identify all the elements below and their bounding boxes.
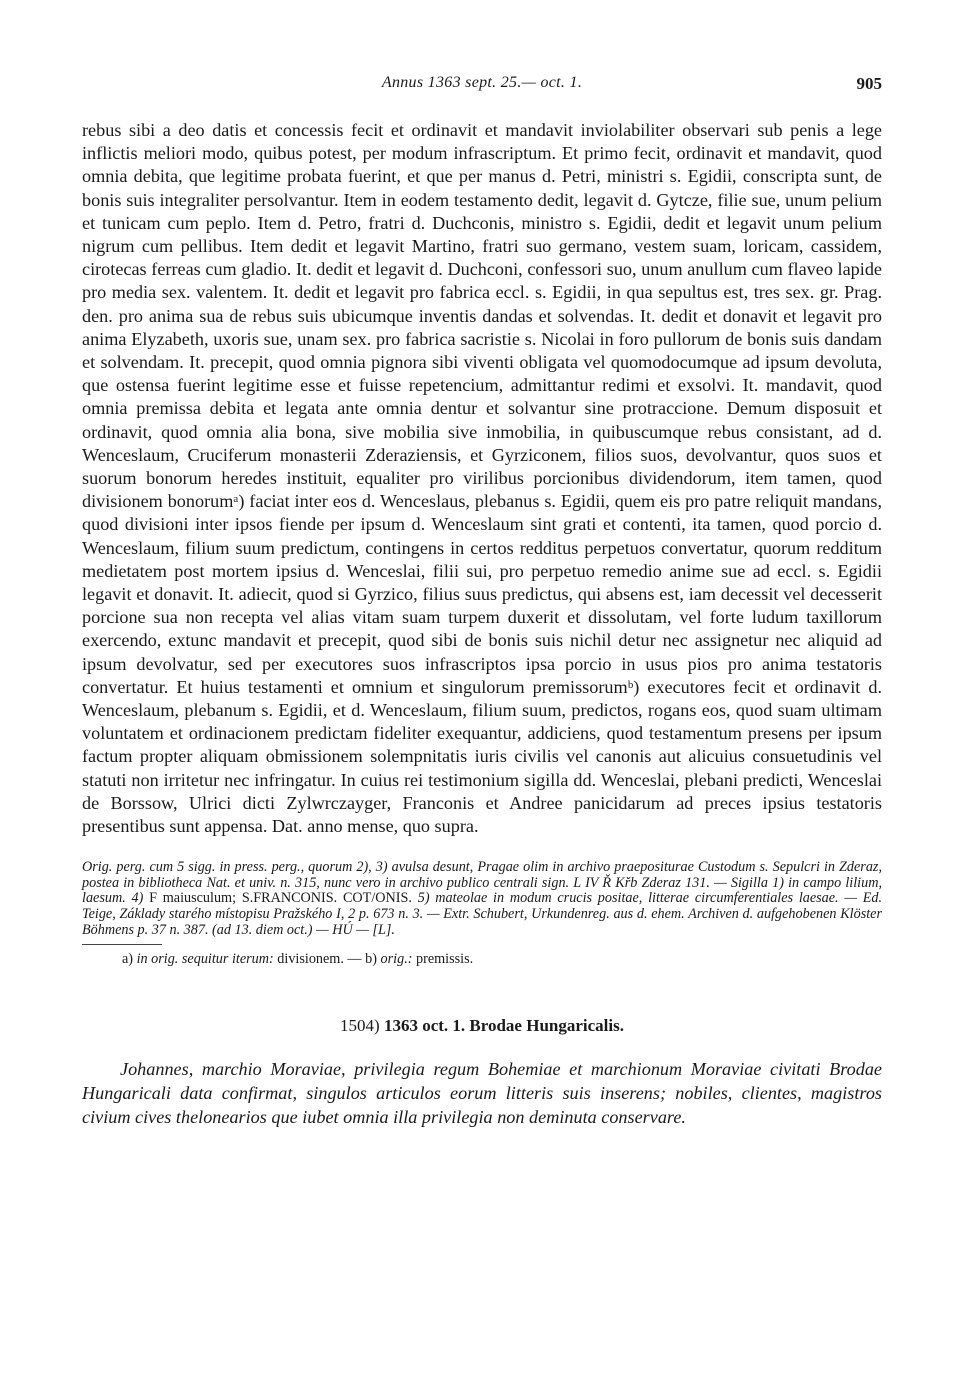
page-number: 905 bbox=[856, 74, 882, 93]
critical-apparatus bbox=[82, 860, 882, 938]
running-header bbox=[82, 74, 882, 98]
document-body bbox=[82, 119, 882, 1130]
footnote-a-text: divisionem. — bbox=[277, 951, 362, 968]
apparatus-part-2: 5) mateolae in modum crucis positae, litterae circumferentiales laesae. — Ed. Teige, Základy starého místopisu Pražského I, 2 p. 673 n. 3. — Extr. Schubert, Urkundenreg. aus d. ehem. Archiven d. aufgehobenen Klöster Böhmens p. 37 n. 387. (ad 13. diem oct.) — HÚ — [L]. bbox=[82, 890, 883, 938]
regest-text: Johannes, marchio Moraviae, privilegia regum Bohemiae et marchionum Moraviae civitati Brodae Hungaricali data confirmat, singulos articulos eorum litteris suis inserens; nobiles, clientes, magistros civium cives thelonearios que iubet omnia illa privilegia non deminuta conservare. bbox=[82, 1059, 882, 1127]
footnotes bbox=[122, 950, 882, 968]
charter-text: rebus sibi a deo datis et concessis fecit et ordinavit et mandavit inviolabiliter observari sub penis a lege inflictis meliori modo, quibus potest, per modum infrascriptum. Et primo fecit, ordinavit et mandavit, quod omnia debita, que legitime probata fuerint, et que per manus d. Petri, ministri s. Egidii, conscripta sunt, de bonis suis integraliter persolvantur. Item in eodem testamento dedit, legavit d. Gytcze, filie sue, unum pelium et tunicam cum peplo. Item d. Petro, fratri d. Duchconis, ministro s. Egidii, dedit et legavit unum pelium nigrum cum pellibus. Item dedit et legavit Martino, fratri suo germano, vestem suam, loricam, cassidem, cirotecas ferreas cum gladio. It. dedit et legavit d. Duchconi, confessori suo, unum anullum cum flaveo lapide pro media sex. valentem. It. dedit et legavit pro fabrica eccl. s. Egidii, in qua sepultus est, tres sex. gr. Prag. den. pro anima sua de rebus suis ubicumque inventis dandas et solvendas. It. dedit et donavit et legavit pro anima Elyzabeth, uxoris sue, unam sex. pro fabrica sacristie s. Nicolai in foro pullorum de bonis suis dandam et solvendam. It. precepit, quod omnia pignora sibi viventi obligata vel quomodocumque ad ipsum devoluta, que ostensa fuerint legitime esse et fuisse repetencium, admittantur redimi et exsolvi. It. mandavit, quod omnia premissa debita et legata ante omnia dentur et solvantur sine protraccione. Demum disposuit et ordinavit, quod omnia alia bona, sive mobilia sive inmobilia, in quibuscumque rebus consistant, ad d. Wenceslaum, Cruciferum monasterii Zderaziensis, et Gyrziconem, filios suos, devolvantur, quos suos et suorum bonorum heredes instituit, equaliter pro virilibus porcionibus dividendorum, item tamen, quod divisionem bonorumᵃ) faciat inter eos d. Wenceslaus, plebanus s. Egidii, quem eis pro patre reliquit mandans, quod divisioni inter ipsos fiende per ipsum d. Wenceslaum sint grati et contenti, ita tamen, quod porcio d. Wenceslaum, filium suum predictum, contingens in certos redditus perpetuos convertatur, quorum redditum medietatem post mortem ipsius d. Wenceslai, filii sui, pro perpetuo remedio anime sue ad eccl. s. Egidii legavit et donavit. It. adiecit, quod si Gyrzico, filius suus predictus, qui absens est, iam decessit vel decesserit porcione sua non recepta vel alias vitam suam turpem duxerit et dissolutam, vel forte ludum taxillorum exercendo, extunc mandavit et precepit, quod sibi de bonis suis nichil detur nec assignetur nec aliquid ad ipsum devolvatur, sed per executores suos infrascriptos ipsa porcio in usus pios pro anima testatoris convertatur. Et huius testamenti et omnium et singulorum premissorumᵇ) executores fecit et ordinavit d. Wenceslaum, plebanum s. Egidii, et d. Wenceslaum, filium suum, predictos, rogans eos, quod suam ultimam voluntatem et ordinacionem predictam fideliter exequantur, addiciens, quod testamentum presens per ipsum factum propter aliquam obmissionem solempnitatis iuris civilis vel canonis aut alicuius consuetudinis vel statuti non irritetur nec infringatur. In cuius rei testimonium sigilla dd. Wenceslai, plebani predicti, Wenceslai de Borssow, Ulrici dicti Zylwrczayger, Franconis et Andree panicidarum ad preces ipsius testatoris presentibus sunt appensa. Dat. anno mense, quo supra. bbox=[82, 120, 882, 837]
footnote-a-mark: a) bbox=[122, 951, 134, 968]
apparatus-upright-2: S.FRANCONIS. COT/ONIS. bbox=[241, 890, 412, 907]
footnote-b-text: premissis. bbox=[416, 951, 474, 968]
document-number: 1504) bbox=[340, 1016, 380, 1036]
apparatus-upright-1: F maiusculum; bbox=[149, 890, 237, 907]
running-title: Annus 1363 sept. 25.— oct. 1. bbox=[381, 74, 583, 91]
footnote-rule bbox=[82, 944, 162, 945]
footnote-b-mark: b) bbox=[365, 951, 377, 968]
document-title: 1363 oct. 1. Brodae Hungaricalis. bbox=[383, 1016, 624, 1036]
footnote-a-italic: in orig. sequitur iterum: bbox=[136, 951, 274, 968]
footnote-b-italic: orig.: bbox=[380, 951, 413, 968]
document-heading bbox=[82, 1016, 882, 1036]
apparatus-part-1: Orig. perg. cum 5 sigg. in press. perg., quorum 2), 3) avulsa desunt, Pragae olim in archivo praepositurae Custodum s. Sepulcri in Zderaz, postea in bibliotheca Nat. et univ. n. 315, nunc vero in archivo publico centrali sign. L IV Ř Křb Zderaz 131. — Sigilla 1) in campo lilium, laesum. 4) bbox=[82, 859, 882, 907]
